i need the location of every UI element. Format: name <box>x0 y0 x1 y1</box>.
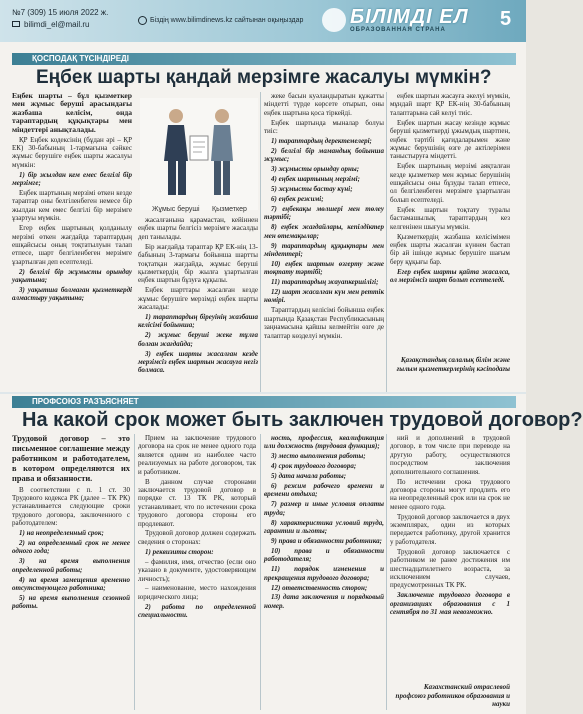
paragraph: 2) на определенный срок не менее одного года; <box>12 538 130 556</box>
paragraph: 7) еңбекақы мөлшері мен төлеу тәртібі; <box>264 204 384 222</box>
paragraph: 4) на время замещения временно отсутствующего работника; <box>12 575 130 592</box>
paragraph: Еңбек шартын тоқтату туралы бастамашылық тараптардың кез келгенінен шығуы мүмкін. <box>390 205 510 231</box>
contract-illustration <box>140 98 258 210</box>
logo-subtitle: ОБРАЗОВАННАЯ СТРАНА <box>350 27 446 33</box>
paragraph: 1) тараптардың біреуінің жазбаша келісімі бойынша; <box>138 312 258 330</box>
globe-icon <box>138 16 147 25</box>
paragraph: 7) размер и иные условия оплаты труда; <box>264 500 384 517</box>
paragraph: 10) еңбек шартын өзгерту және тоқтату тәртібі; <box>264 259 384 277</box>
paragraph: Еңбек шартының мерзімі өткен кезде тараптар оны белгіленбеген немесе бір жылдан кем емес белгілі бір мерзімге ұзартуы мүмкін. <box>12 188 132 223</box>
paragraph: 4) еңбек шартының мерзімі; <box>271 175 360 184</box>
paragraph: Еңбек шартында мыналар болуы тиіс: <box>264 118 384 136</box>
paragraph: Еңбек шарттары жасалған кезде жұмыс берушіге мерзімді еңбек шарты жасалады: <box>138 286 258 312</box>
rubric-kz: ҚОСПОДАҚ ТҮСІНДІРЕДІ <box>12 53 516 65</box>
paragraph: 2) жұмыс беруші жеке тұлға болған жағдайда; <box>138 331 258 348</box>
article1-lead: Еңбек шарты – бұл қызметкер мен жұмыс беруші арасындағы жазбаша келісім, онда тараптардың құқықтары мен міндеттері анықталады. <box>12 91 132 134</box>
paragraph: 2) белгілі бір жұмысты орындау уақытына; <box>12 267 132 285</box>
paragraph: В соответствии с п. 1 ст. 30 Трудового кодекса РК (далее – ТК РК) устанавливается следующие сроки трудового договора, заключенного с работодателем: <box>12 485 130 528</box>
paragraph: 3) еңбек шарты жасалған кезде мерзімсіз еңбек шартын жасауға негіз болмаса. <box>138 349 258 375</box>
paragraph: 10) права и обязанности работодателя; <box>264 546 384 564</box>
paragraph: Трудовой договор должен содержать сведения о сторонах: <box>138 529 256 546</box>
paragraph: еңбек шартын жасауға әкелуі мүмкін, мұндай шарт ҚР ЕК-нің 30-бабының талаптарына сай келуі тиіс. <box>390 92 510 117</box>
paragraph: 1) на неопределенный срок; <box>19 529 104 538</box>
paragraph: 5) дата начала работы; <box>271 472 347 481</box>
paragraph: Егер еңбек шартының қолданылу мерзімі өткен жағдайда тараптардың ешқайсысы оның тоқтатылуын талап етпесе, шарт белгіленбеген мерзімге ұзартылған деп есептеледі. <box>12 224 132 266</box>
article2-title: На какой срок может быть заключен трудовой договор? <box>22 409 583 431</box>
column-divider <box>386 434 387 710</box>
paragraph: 8) характеристика условий труда, гарантии и льготы; <box>264 518 384 536</box>
paragraph: 3) уақытша болмаған қызметкерді алмастыру уақытына; <box>12 285 132 303</box>
paragraph: жасалғанына қарамастан, кейіннен еңбек шарты белгісіз мерзімге жасалды деп танылады. <box>138 216 258 241</box>
paragraph: Тараптардың келісімі бойынша еңбек шартында Қазақстан Республикасының заңнамасына қайшы келмейтін өзге де талаптар көзделуі мүмкін. <box>264 306 384 340</box>
paragraph: Заключение трудового договора в организациях образования с 1 сентября по 31 мая невозможно. <box>390 591 510 617</box>
paragraph: Бір жағдайда тараптар ҚР ЕК-нің 13-бабының 3-тармағы бойынша шартты тоқтатқан жағдайда, жұмыс беруші қызметкердің бір жылға ұзартылған еңбек шартын бұзуға құқылы. <box>138 242 258 285</box>
paragraph: Егер еңбек шарты қайта жасалса, ол мерзімсіз шарт болып есептеледі. <box>390 267 510 285</box>
logo-title: БІЛІМДІ ЕЛ <box>350 6 469 28</box>
handshake-figures-icon <box>140 98 258 210</box>
paragraph: 12) ответственность сторон; <box>271 583 368 592</box>
column-divider <box>260 434 261 710</box>
paragraph: – фамилия, имя, отчество (если оно указано в документе, удостоверяющем личность); <box>138 557 256 583</box>
paragraph: – наименование, место нахождения юридического лица; <box>138 584 256 601</box>
column-divider <box>134 434 135 710</box>
paragraph: 3) место выполнения работы; <box>271 452 366 461</box>
article2-column-1 <box>12 434 130 710</box>
logo-emblem-icon <box>322 8 346 32</box>
paragraph: 12) шарт жасалған күн мен реттік нөмірі. <box>264 288 384 305</box>
article1-column-2 <box>138 216 258 392</box>
paragraph: Трудовой договор заключается в двух экземплярах, один из которых передается работнику, другой хранится у работодателя. <box>390 512 510 546</box>
paragraph: ность, профессия, квалификация или должность (трудовая функция); <box>264 434 384 451</box>
article1-column-3 <box>264 92 384 392</box>
paragraph: 1) бір жылдан кем емес белгілі бір мерзімге; <box>12 170 132 188</box>
email-link[interactable]: bilimdi_el@mail.ru <box>24 20 90 29</box>
caption-employee: Қызметкер <box>212 206 247 213</box>
article1-column-4 <box>390 92 510 342</box>
article2-source: Казахстанский отраслевой профсоюз работников образования и науки <box>395 683 510 709</box>
caption-employer: Жұмыс беруші <box>152 206 200 213</box>
page-header <box>0 0 526 42</box>
paragraph: По истечении срока трудового договора стороны могут продлить его на неопределенный срок или на срок не менее одного года. <box>390 477 510 511</box>
masthead-logo <box>322 6 498 36</box>
issue-label: №7 (309) 15 июля 2022 ж. <box>12 8 109 17</box>
paragraph: 8) еңбек жағдайлары, кепілдіктер мен өтемақылар; <box>264 223 384 240</box>
page-number: 5 <box>500 8 512 30</box>
paragraph: 6) режим рабочего времени и времени отдыха; <box>264 482 384 499</box>
paragraph: 2) белгілі бір мамандық бойынша жұмыс; <box>264 146 384 164</box>
paragraph: 13) дата заключения и порядковый номер. <box>264 593 384 610</box>
paragraph: 2) работа по определенной специальности. <box>138 602 256 620</box>
article1-title: Еңбек шарты қандай мерзімге жасалуы мүмкін? <box>36 67 492 88</box>
paragraph: 6) еңбек режимі; <box>271 194 324 203</box>
article1-source: Қазақстандық салалық білім және ғылым қызметкерлерінің кәсіподағы <box>396 356 510 373</box>
paragraph: Прием на заключение трудового договора на срок не менее одного года является одним из наиболее часто реализуемых на работе договором, так и работником. <box>138 434 256 476</box>
mail-icon <box>12 21 20 27</box>
paragraph: 1) реквизиты сторон: <box>145 547 214 556</box>
paragraph: 9) тараптардың құқықтары мен міндеттері; <box>264 241 384 258</box>
paragraph: Қызметкердің жазбаша келісімімен еңбек шарты жасалған күннен бастап бір ай ішінде жұмыс берушіге шағым беру құқығы бар. <box>390 232 510 266</box>
column-divider <box>260 92 261 392</box>
site-note[interactable]: Біздің www.bilimdinews.kz сайтынан оқыңыздар <box>150 17 304 24</box>
rubric-ru: ПРОФСОЮЗ РАЗЪЯСНЯЕТ <box>12 396 516 408</box>
article2-lead: Трудовой договор – это письменное соглашение между работником и работодателем, в котором определяются их права и обязанности. <box>12 434 130 483</box>
paragraph: Еңбек шартының мерзімі аяқталған кезде қызметкер мен жұмыс берушінің ешқайсысы оны бұзуды талап етпесе, ол белгіленбеген мерзімге ұзартылған болып есептеледі. <box>390 162 510 204</box>
column-divider <box>386 92 387 392</box>
paragraph: Еңбек шартын жасау кезінде жұмыс беруші қызметкерді ұжымдық шартпен, еңбек тәртібі қағидаларымен және жұмыс берушінің өзге де актілерімен таныстыруға міндетті. <box>390 118 510 161</box>
paragraph: 11) порядок изменения и прекращения трудового договора; <box>264 565 384 582</box>
paragraph: 4) срок трудового договора; <box>271 462 357 471</box>
article2-column-2 <box>138 434 256 710</box>
article1-column-1 <box>12 92 132 392</box>
paragraph: 1) тараптардың деректемелері; <box>271 137 372 146</box>
paragraph: 5) на время выполнения сезонной работы. <box>12 593 130 611</box>
paragraph: жеке басын куәландыратын құжатты міндетті түрде көрсете отырып, оны еңбек шартына қоса тіркейді. <box>264 92 384 117</box>
paragraph: 5) жұмысты бастау күні; <box>271 185 353 194</box>
paragraph: В данном случае сторонами заключается трудовой договор в порядке ст. 13 ТК РК, который устанавливает, что по истечении срока трудового договора стороны его продлевают. <box>138 477 256 528</box>
paragraph: 9) права и обязанности работника; <box>271 536 382 545</box>
paragraph: ний и дополнений в трудовой договор, в том числе при переводе на другую работу, осуществляются посредством заключения дополнительного соглашения. <box>390 434 510 476</box>
paragraph: Трудовой договор заключается с работником не ранее достижения им шестнадцатилетнего возраста, за исключением случаев, предусмотренных ТК РК. <box>390 547 510 590</box>
paragraph: 3) на время выполнения определенной работы; <box>12 557 130 574</box>
paragraph: 11) тараптардың жауапкершілігі; <box>271 278 379 287</box>
article2-column-4 <box>390 434 510 710</box>
article2-column-3 <box>264 434 384 710</box>
paragraph: 3) жұмысты орындау орны; <box>271 165 360 174</box>
section-divider <box>0 392 526 394</box>
paragraph: ҚР Еңбек кодексінің (бұдан әрі – ҚР ЕК) 30-бабының 1-тармағына сәйкес жұмыс берушіге еңбек шарты жасалуы мүмкін: <box>12 135 132 169</box>
